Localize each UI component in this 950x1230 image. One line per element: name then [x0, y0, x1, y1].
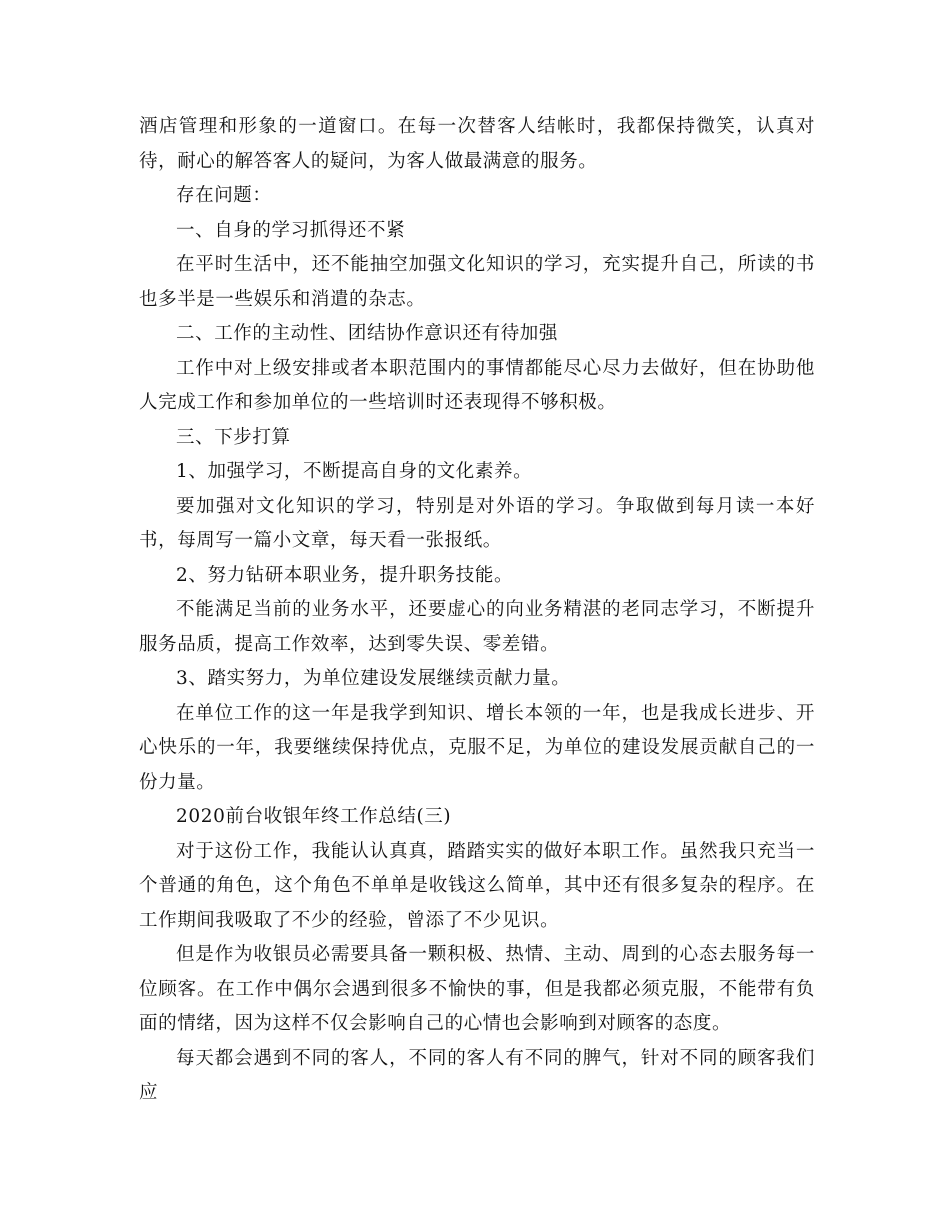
paragraph: 每天都会遇到不同的客人，不同的客人有不同的脾气，针对不同的顾客我们应 [139, 1047, 815, 1103]
paragraph: 酒店管理和形象的一道窗口。在每一次替客人结帐时，我都保持微笑，认真对待，耐心的解答客人的疑问，为客人做最满意的服务。 [139, 116, 815, 172]
paragraph: 要加强对文化知识的学习，特别是对外语的学习。争取做到每月读一本好书，每周写一篇小文章，每天看一张报纸。 [139, 495, 815, 551]
section-heading: 三、下步打算 [176, 426, 291, 448]
document-section-title: 2020前台收银年终工作总结(三) [176, 806, 452, 827]
paragraph: 在单位工作的这一年是我学到知识、增长本领的一年，也是我成长进步、开心快乐的一年，我要继续保持优点，克服不足，为单位的建设发展贡献自己的一份力量。 [139, 702, 815, 793]
list-item-heading: 2、努力钻研本职业务，提升职务技能。 [176, 564, 514, 586]
paragraph: 工作中对上级安排或者本职范围内的事情都能尽心尽力去做好，但在协助他人完成工作和参加单位的一些培训时还表现得不够积极。 [139, 357, 815, 413]
section-heading: 一、自身的学习抓得还不紧 [176, 219, 406, 241]
paragraph: 在平时生活中，还不能抽空加强文化知识的学习，充实提升自己，所读的书也多半是一些娱乐和消遣的杂志。 [139, 254, 815, 310]
section-heading: 二、工作的主动性、团结协作意识还有待加强 [176, 323, 559, 344]
paragraph: 不能满足当前的业务水平，还要虚心的向业务精湛的老同志学习，不断提升服务品质，提高工作效率，达到零失误、零差错。 [139, 599, 815, 655]
paragraph: 但是作为收银员必需要具备一颗积极、热情、主动、周到的心态去服务每一位顾客。在工作中偶尔会遇到很多不愉快的事，但是我都必须克服，不能带有负面的情绪，因为这样不仅会影响自己的心情也会影响到对顾客的态度。 [139, 944, 815, 1034]
paragraph: 对于这份工作，我能认认真真，踏踏实实的做好本职工作。虽然我只充当一个普通的角色，这个角色不单单是收钱这么简单，其中还有很多复杂的程序。在工作期间我吸取了不少的经验，曾添了不少见识。 [139, 840, 815, 931]
list-item-heading: 1、加强学习，不断提高自身的文化素养。 [176, 461, 533, 482]
section-label: 存在问题： [176, 185, 272, 206]
list-item-heading: 3、踏实努力，为单位建设发展继续贡献力量。 [176, 668, 571, 689]
document-body [139, 110, 815, 1111]
